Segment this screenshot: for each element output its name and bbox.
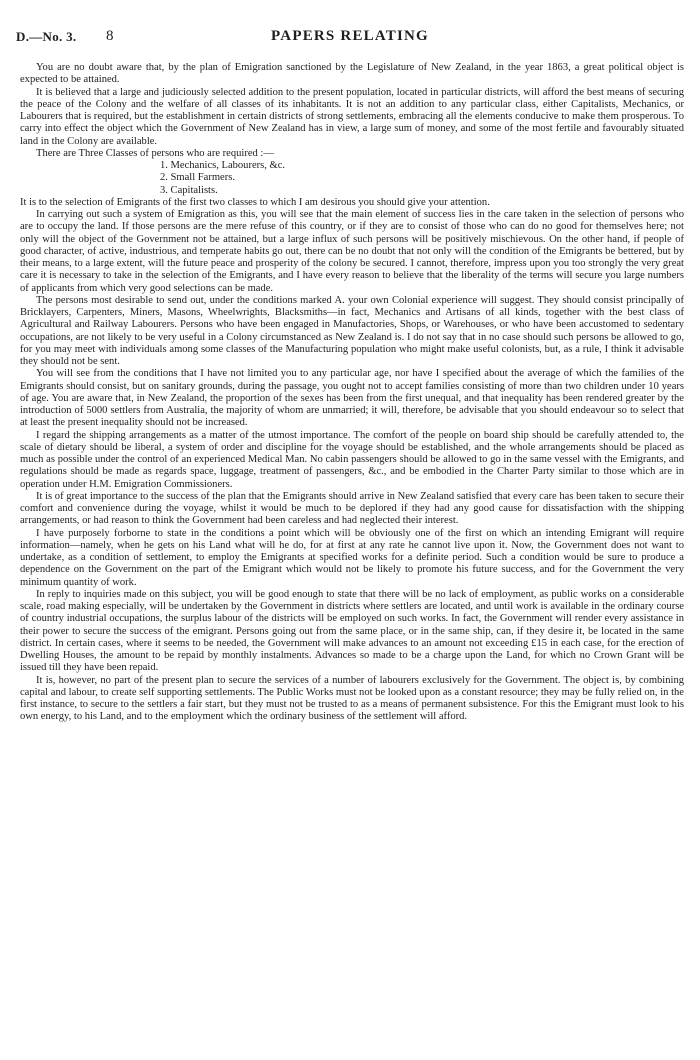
paragraph: I regard the shipping arrangements as a matter of the utmost importance. The comfort of the people on board ship should be carefully attended to, the scale of dietary should be liberal, a system of order and discipline for the voyage should be established, and the whole arrangements should be placed as much as possible under the control of an experienced Medical Man. No cabin passengers should be allowed to go in the same vessel with the Emigrants, and regulations should be made as regards space, luggage, treatment of passengers, &c., and be embodied in the Charter Party similar to those which are in operation under H.M. Emigration Commissioners. xyxy=(20,429,684,490)
paragraph: It is of great importance to the success of the plan that the Emigrants should arrive in New Zealand satisfied that every care has been taken to secure their comfort and convenience during the voyage, whilst it would be much to be deplored if they had any good cause for dissatisfaction with the shipping arrangements, or had reason to think the Government had been careless and had neglected their interest. xyxy=(20,490,684,527)
paragraph: In reply to inquiries made on this subject, you will be good enough to state that there will be no lack of employment, as public works on a considerable scale, road making especially, will be undertaken by the Government in districts where settlers are located, and until work is available in the ordinary course of country industrial occupations, the surplus labour of the districts will be employed on such works. In fact, the Government will render every assistance in their power to secure the success of the emigrant. Persons going out from the same place, or in the same ship, can, if they desire it, be located in the same district. In certain cases, where it seems to be needed, the Government will make advances to an amount not exceeding £15 in each case, for the erection of Dwelling Houses, the amount to be repaid by monthly instalments. Advances so made to be a charge upon the Land, for which no Crown Grant will be issued till they have been repaid. xyxy=(20,588,684,674)
list-item: 2. Small Farmers. xyxy=(160,172,235,184)
letter-body xyxy=(20,62,684,724)
paragraph: It is, however, no part of the present plan to secure the services of a number of labourers exclusively for the Government. The object is, by combining capital and labour, to create self supporting settlements. The Public Works must not be looked upon as a constant resource; they may be fully relied on, in the first instance, to secure to the settlers a fair start, but they must not be trusted to as a means of permanent subsistence. For this the Emigrant must look to his own energy, to his Land, and to the employment which the ordinary business of the settlement will afford. xyxy=(20,674,684,723)
document-number: D.—No. 3. xyxy=(16,29,77,44)
list-item: 1. Mechanics, Labourers, &c. xyxy=(160,160,286,171)
list-item: 3. Capitalists. xyxy=(160,184,218,196)
paragraph: There are Three Classes of persons who are required :— xyxy=(36,147,274,159)
running-title: PAPERS RELATING xyxy=(271,28,429,44)
page-number: 8 xyxy=(106,28,114,44)
paragraph: In carrying out such a system of Emigration as this, you will see that the main element of success lies in the care taken in the selection of persons who are to occupy the land. If those persons are the mere refuse of this country, or if they are to consist of those who can do no good for themselves here; not only will the object of the Government not be attained, but a large influx of such persons will be positively mischievous. On the other hand, if people of good character, of active, industrious, and temperate habits go out, there can be no doubt that not only will the condition of the Emigrants be bettered, but by their means, to a large extent, will the future peace and prosperity of the colony be secured. I cannot, therefore, impress upon you too strongly the very great care it is necessary to take in the selection of the Emigrants, and I have every reason to believe that the liberality of the terms will secure you large numbers of applicants from which very good selections can be made. xyxy=(20,209,684,294)
paragraph: You are no doubt aware that, by the plan of Emigration sanctioned by the Legislature of New Zealand, in the year 1863, a great political object is expected to be attained. xyxy=(20,62,684,86)
paragraph: You will see from the conditions that I have not limited you to any particular age, nor have I specified about the average of which the families of the Emigrants should consist, but on sanitary grounds, during the passage, you ought not to accept families consisting of more than two children under 10 years of age. You are aware that, in New Zealand, the proportion of the sexes has been from the first unequal, and that inequality has been rendered greater by the introduction of 5000 settlers from Australia, the majority of whom are unmarried; it will, therefore, be advisable that you should endeavour so to select that at least the present inequality should not be increased. xyxy=(20,368,684,429)
paragraph: It is to the selection of Emigrants of the first two classes to which I am desirous you should give your attention. xyxy=(20,196,490,208)
page-header xyxy=(16,29,684,49)
classes-list xyxy=(20,160,684,197)
paragraph: The persons most desirable to send out, under the conditions marked A. your own Colonial experience will suggest. They should consist principally of Bricklayers, Carpenters, Miners, Masons, Wheelwrights, Blacksmiths—in fact, Mechanics and Artisans of all kinds, together with the best class of Agricultural and Railway Labourers. Persons who have been engaged in Manufactories, Shops, or Warehouses, or who have been accustomed to sedentary occupations, are not likely to be very useful in a Colony circumstanced as New Zealand is. I do not say that in no case should such persons be allowed to go, for you may meet with individuals among some classes of the Manufacturing population who might make useful colonists, but, as a rule, I think it advisable they should not be sent. xyxy=(20,294,684,367)
paragraph: It is believed that a large and judiciously selected addition to the present population, located in particular districts, will afford the best means of securing the peace of the Colony and the welfare of all classes of its inhabitants. It is not an addition to any particular class, either Capitalists, Mechanics, or Labourers that is required, but the establishment in certain districts of strong settlements, embracing all the elements conducive to make them prosperous. To carry into effect the object which the Government of New Zealand has in view, a large sum of money, and some of the most fertile and favourably situated land in the Colony are available. xyxy=(20,86,684,147)
paragraph: I have purposely forborne to state in the conditions a point which will be obviously one of the first on which an intending Emigrant will require information—namely, when he gets on his Land what will he do, for at first at any rate he cannot live upon it. Now, the Government does not want to undertake, as a condition of settlement, to employ the Emigrants at specified works for a definite period. Such a condition would be sure to produce a dependence on the Government on the part of the Emigrant which would not be likely to promote his future success, and for the Government the very minimum quantity of work. xyxy=(20,527,684,588)
